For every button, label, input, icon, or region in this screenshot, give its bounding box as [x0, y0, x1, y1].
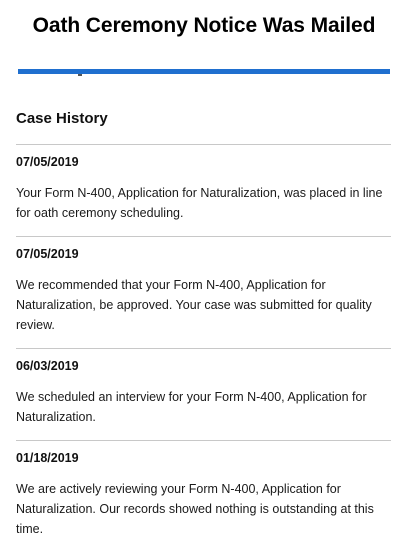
history-entry-text: We scheduled an interview for your Form N-400, Application for Naturalization. [16, 390, 367, 424]
history-entry-date: 01/18/2019 [16, 451, 79, 465]
case-progress-bar [18, 69, 390, 74]
progress-label-fragment [78, 74, 82, 76]
history-entry-text: We are actively reviewing your Form N-400, Application for Naturalization. Our records showed nothing is outstanding at this time. [16, 482, 374, 536]
history-entry-text: We recommended that your Form N-400, Application for Naturalization, be approved. Your case was submitted for quality review. [16, 278, 372, 332]
history-entry [16, 144, 391, 236]
case-progress-fill [18, 69, 390, 74]
history-entry [16, 236, 391, 348]
page-title: Oath Ceremony Notice Was Mailed [32, 14, 376, 37]
history-entry-date: 07/05/2019 [16, 247, 79, 261]
history-entry-text: Your Form N-400, Application for Naturalization, was placed in line for oath ceremony scheduling. [16, 186, 383, 220]
case-history-title: Case History [16, 110, 108, 127]
history-entry-date: 07/05/2019 [16, 155, 79, 169]
history-entry [16, 440, 391, 552]
history-entry [16, 348, 391, 440]
history-entry-date: 06/03/2019 [16, 359, 79, 373]
case-history-list [16, 144, 391, 552]
